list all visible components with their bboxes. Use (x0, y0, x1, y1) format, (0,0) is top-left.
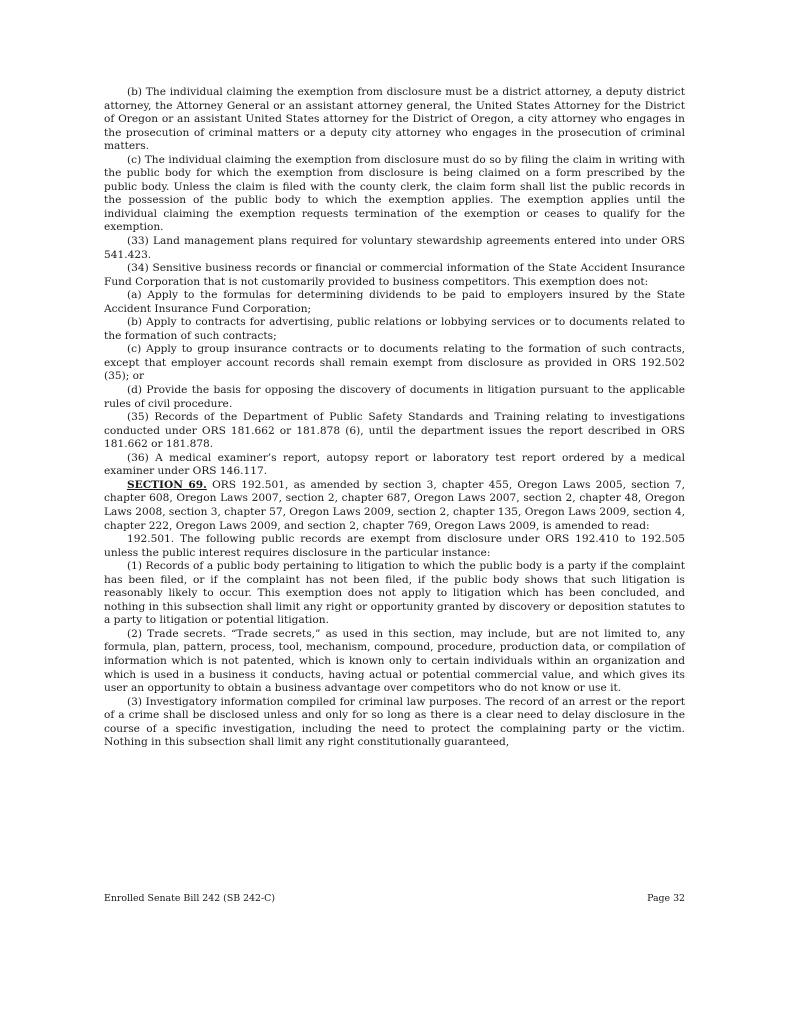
paragraph-32b: (b) The individual claiming the exemption from disclosure must be a district attorney, a deputy district attorney, the Attorney General or an assistant attorney general, the United States Attorney for the District of Oregon or an assistant United States attorney for the District of Oregon, a city attorney who engages in the prosecution of criminal matters or a deputy city attorney who engages in the prosecution of criminal matters. (104, 86, 685, 153)
paragraph-32c: (c) The individual claiming the exemption from disclosure must do so by filing the claim in writing with the public body for which the exemption from disclosure is being claimed on a form prescribed by the public body. Unless the claim is filed with the county clerk, the claim form shall list the public records in the possession of the public body to which the exemption applies. The exemption applies until the individual claiming the exemption requests termination of the exemption or ceases to qualify for the exemption. (104, 153, 685, 234)
paragraph-35: (35) Records of the Department of Public Safety Standards and Training relating to investigations conducted under ORS 181.662 or 181.878 (6), until the department issues the report described in ORS 181.662 or 181.878. (104, 411, 685, 451)
bill-identifier: Enrolled Senate Bill 242 (SB 242-C) (104, 893, 276, 904)
paragraph-34a: (a) Apply to the formulas for determining dividends to be paid to employers insured by the State Accident Insurance Fund Corporation; (104, 289, 685, 315)
paragraph-192-501-1: (1) Records of a public body pertaining to litigation to which the public body is a party if the complaint has been filed, or if the complaint has not been filed, if the public body shows that such litigation is reasonably likely to occur. This exemption does not apply to litigation which has been concluded, and nothing in this subsection shall limit any right or opportunity granted by discovery or deposition statutes to a party to litigation or potential litigation. (104, 560, 685, 627)
paragraph-33: (33) Land management plans required for voluntary stewardship agreements entered into under ORS 541.423. (104, 235, 685, 261)
paragraph-36: (36) A medical examiner’s report, autopsy report or laboratory test report ordered by a medical examiner under ORS 146.117. (104, 451, 685, 478)
paragraph-34b: (b) Apply to contracts for advertising, public relations or lobbying services or to documents related to the formation of such contracts; (104, 316, 685, 342)
section-text: ORS 192.501, as amended by section 3, chapter 455, Oregon Laws 2005, section 7, chapter 608, Oregon Laws 2007, section 2, chapter 687, Oregon Laws 2007, section 2, chapter 48, Oregon Laws 2008, section 3, chapter 57, Oregon Laws 2009, section 2, chapter 135, Oregon Laws 2009, section 4, chapter 222, Oregon Laws 2009, and section 2, chapter 769, Oregon Laws 2009, is amended to read: (104, 478, 685, 532)
paragraph-192-501-2: (2) Trade secrets. “Trade secrets,” as used in this section, may include, but are not limited to, any formula, plan, pattern, process, tool, mechanism, compound, procedure, production data, or compilation of information which is not patented, which is known only to certain individuals within an organization and which is used in a business it conducts, having actual or potential commercial value, and which gives its user an opportunity to obtain a business advantage over competitors who do not know or use it. (104, 627, 685, 695)
paragraph-192-501: 192.501. The following public records are exempt from disclosure under ORS 192.410 to 192.505 unless the public interest requires disclosure in the particular instance: (104, 533, 685, 559)
paragraph-192-501-3: (3) Investigatory information compiled for criminal law purposes. The record of an arrest or the report of a crime shall be disclosed unless and only for so long as there is a clear need to delay disclosure in the course of a specific investigation, including the need to protect the complaining party or the victim. Nothing in this subsection shall limit any right constitutionally guaranteed, (104, 695, 685, 749)
paragraph-34c: (c) Apply to group insurance contracts or to documents relating to the formation of such contracts, except that employer account records shall remain exempt from disclosure as provided in ORS 192.502 (35); or (104, 343, 685, 383)
page-number: Page 32 (647, 893, 685, 904)
paragraph-34: (34) Sensitive business records or financial or commercial information of the State Accident Insurance Fund Corporation that is not customarily provided to business competitors. This exemption does not: (104, 262, 685, 288)
paragraph-34d: (d) Provide the basis for opposing the discovery of documents in litigation pursuant to the applicable rules of civil procedure. (104, 384, 685, 410)
document-body (104, 86, 685, 750)
section-heading: SECTION 69. (127, 478, 207, 491)
section-69-paragraph (104, 479, 685, 533)
